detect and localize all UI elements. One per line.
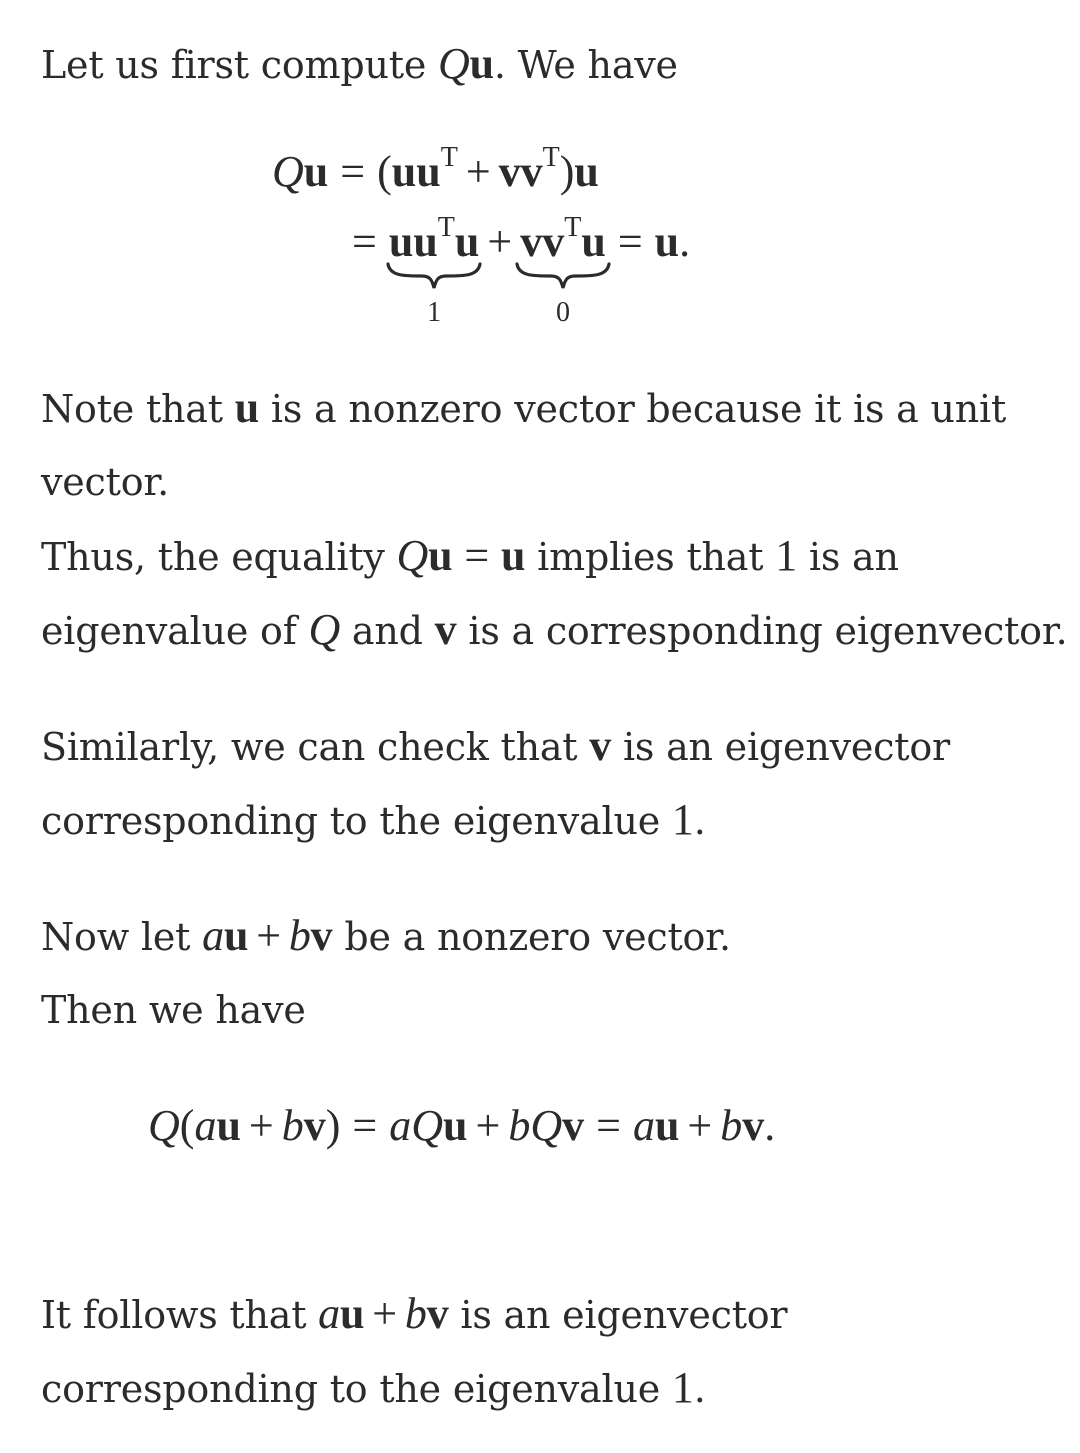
equation-Qu-line2: = $uu^Tu$ 1 + $vv^Tu$ 0 = u. bbox=[352, 212, 691, 328]
math-v: v bbox=[589, 721, 612, 770]
underbrace-group-1: $uu^Tu$ 1 bbox=[389, 216, 480, 274]
equation-Q-au-bv: Q(au + bv) = aQu + bQv = au + bv. bbox=[148, 1101, 776, 1150]
note-line-2: vector. bbox=[41, 460, 170, 504]
math-au-plus-bv: au + bv bbox=[318, 1289, 449, 1338]
underbrace-icon bbox=[386, 260, 482, 294]
math-u: u bbox=[234, 383, 259, 432]
intro-line: Let us first compute Qu. We have bbox=[41, 39, 678, 88]
nowlet-line-2: Then we have bbox=[41, 988, 306, 1032]
thus-line-2: eigenvalue of Q and v is a corresponding eigenvector. bbox=[41, 605, 1068, 654]
follows-line-1: It follows that au + bv is an eigenvector bbox=[41, 1289, 788, 1338]
math-Q: Q bbox=[308, 605, 341, 654]
math-Qu: Qu bbox=[438, 39, 494, 88]
similarly-line-1: Similarly, we can check that v is an eigenvector bbox=[41, 721, 950, 770]
math-Qu-equals-u: Qu = u bbox=[396, 531, 526, 580]
equation-Qu-line1: $Qu = (uu^T + vv^T)u$ bbox=[272, 142, 599, 196]
similarly-line-2: corresponding to the eigenvalue 1. bbox=[41, 795, 706, 844]
follows-line-2: corresponding to the eigenvalue 1. bbox=[41, 1363, 706, 1412]
nowlet-line-1: Now let au + bv be a nonzero vector. bbox=[41, 911, 731, 960]
underbrace-group-2: $vv^Tu$ 0 bbox=[520, 216, 606, 274]
note-line-1: Note that u is a nonzero vector because it is a unit bbox=[41, 383, 1007, 432]
underbrace-label-2: 0 bbox=[556, 297, 571, 328]
thus-line-1: Thus, the equality Qu = u implies that 1 is an bbox=[41, 531, 899, 580]
math-v: v bbox=[434, 605, 457, 654]
underbrace-label-1: 1 bbox=[427, 297, 442, 328]
math-au-plus-bv: au + bv bbox=[202, 911, 333, 960]
underbrace-icon bbox=[515, 260, 611, 294]
